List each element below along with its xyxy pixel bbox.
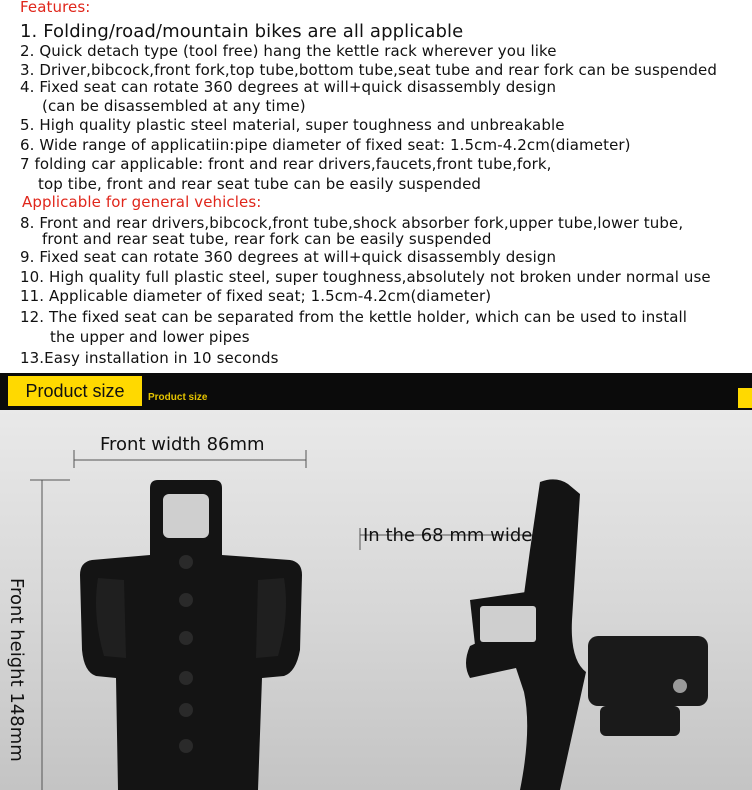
product-size-subtitle: Product size xyxy=(148,392,208,403)
feature-item-2: 2. Quick detach type (tool free) hang the kettle rack wherever you like xyxy=(20,42,557,60)
front-width-label: Front width 86mm xyxy=(100,434,265,455)
feature-item-8: 8. Front and rear drivers,bibcock,front tube,shock absorber fork,upper tube,lower tube, xyxy=(20,214,684,232)
feature-item-12-cont: the upper and lower pipes xyxy=(50,328,250,346)
feature-item-9: 9. Fixed seat can rotate 360 degrees at will+quick disassembly design xyxy=(20,248,557,266)
product-size-title: Product size xyxy=(8,376,142,406)
side-cage-window xyxy=(480,606,536,642)
feature-item-13: 13.Easy installation in 10 seconds xyxy=(20,349,279,367)
feature-item-7-cont: top tibe, front and rear seat tube can be easily suspended xyxy=(38,175,482,193)
feature-item-4: 4. Fixed seat can rotate 360 degrees at will+quick disassembly design xyxy=(20,78,557,96)
feature-item-10: 10. High quality full plastic steel, super toughness,absolutely not broken under normal use xyxy=(20,268,711,286)
bottle-cage-illustration xyxy=(0,410,752,790)
feature-item-8-cont: front and rear seat tube, rear fork can be easily suspended xyxy=(42,230,492,248)
feature-item-1: 1. Folding/road/mountain bikes are all applicable xyxy=(20,21,464,42)
product-photo xyxy=(0,410,752,790)
feature-item-11: 11. Applicable diameter of fixed seat; 1.5cm-4.2cm(diameter) xyxy=(20,287,492,305)
feature-item-4-cont: (can be disassembled at any time) xyxy=(42,97,306,115)
banner-accent xyxy=(738,388,752,408)
feature-item-6: 6. Wide range of applicatiin:pipe diameter of fixed seat: 1.5cm-4.2cm(diameter) xyxy=(20,136,631,154)
side-cage-clamp xyxy=(588,636,708,736)
feature-item-12: 12. The fixed seat can be separated from the kettle holder, which can be used to install xyxy=(20,308,688,326)
front-height-label: Front height 148mm xyxy=(6,578,27,762)
feature-item-5: 5. High quality plastic steel material, super toughness and unbreakable xyxy=(20,116,565,134)
feature-item-3: 3. Driver,bibcock,front fork,top tube,bottom tube,seat tube and rear fork can be suspended xyxy=(20,61,717,79)
features-heading: Features: xyxy=(20,0,91,16)
features-subheading: Applicable for general vehicles: xyxy=(22,193,262,211)
feature-item-7: 7 folding car applicable: front and rear drivers,faucets,front tube,fork, xyxy=(20,155,552,173)
features-section xyxy=(0,0,752,373)
side-width-label: In the 68 mm wide xyxy=(363,525,533,546)
